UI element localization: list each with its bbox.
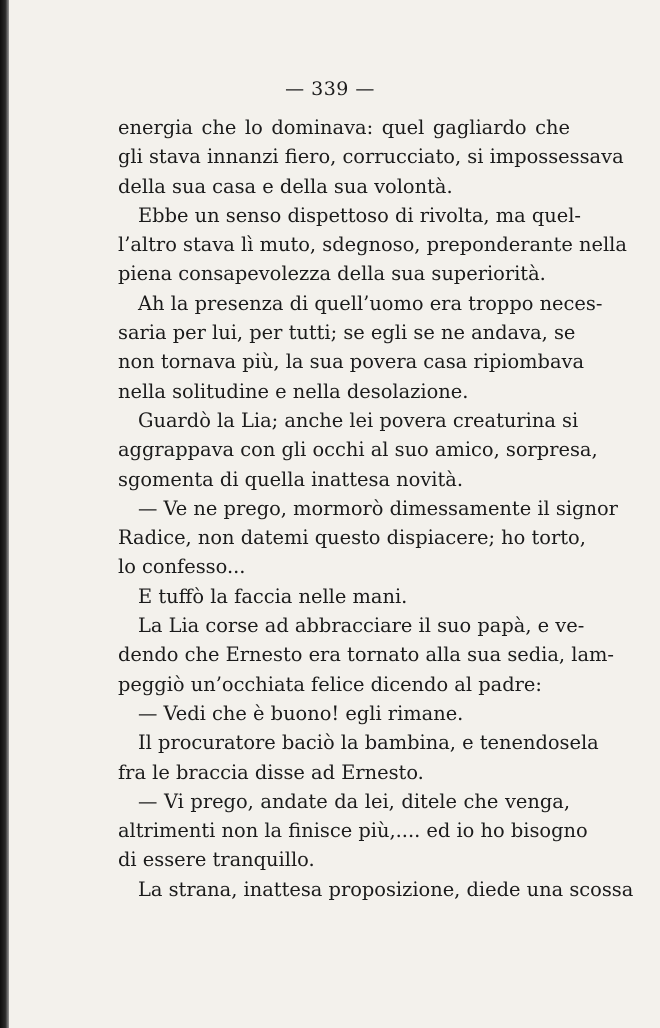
text-line: — Vedi che è buono! egli rimane. xyxy=(138,701,464,725)
text-line: La Lia corse ad abbracciare il suo papà, e ve- xyxy=(138,614,585,638)
text-line: — Ve ne prego, mormorò dimessamente il signor xyxy=(138,496,618,520)
text-line: peggiò un’occhiata felice dicendo al padre: xyxy=(118,672,542,696)
text-line: sgomenta di quella inattesa novità. xyxy=(118,467,464,491)
text-line: La strana, inattesa proposizione, diede una scossa xyxy=(138,877,634,901)
text-line: non tornava più, la sua povera casa ripiombava xyxy=(118,350,585,374)
page-number: — 339 — xyxy=(285,78,375,100)
text-line: di essere tranquillo. xyxy=(118,848,315,872)
text-line: gli stava innanzi fiero, corrucciato, si impossessava xyxy=(118,145,624,169)
text-line: — Vi prego, andate da lei, ditele che venga, xyxy=(138,789,570,813)
text-line: Guardò la Lia; anche lei povera creaturina si xyxy=(138,408,579,432)
text-line: Radice, non datemi questo dispiacere; ho torto, xyxy=(118,526,586,550)
text-line: della sua casa e della sua volontà. xyxy=(118,174,453,198)
text-line: energia che lo dominava: quel gagliardo che xyxy=(118,116,570,139)
text-line: altrimenti non la finisce più,.... ed io ho bisogno xyxy=(118,819,588,843)
text-line: E tuffò la faccia nelle mani. xyxy=(138,584,408,608)
text-line: l’altro stava lì muto, sdegnoso, preponderante nella xyxy=(118,233,627,257)
text-line: Ah la presenza di quell’uomo era troppo neces- xyxy=(138,291,603,315)
book-spine-edge xyxy=(0,0,9,1028)
text-line: aggrappava con gli occhi al suo amico, sorpresa, xyxy=(118,438,598,462)
text-line: piena consapevolezza della sua superiorità. xyxy=(118,262,546,286)
text-line: lo confesso... xyxy=(118,555,246,579)
text-line: fra le braccia disse ad Ernesto. xyxy=(118,760,424,784)
text-line: dendo che Ernesto era tornato alla sua sedia, lam- xyxy=(118,643,614,667)
text-line: nella solitudine e nella desolazione. xyxy=(118,379,469,403)
text-line: Il procuratore baciò la bambina, e tenendosela xyxy=(138,731,599,755)
text-line: Ebbe un senso dispettoso di rivolta, ma quel- xyxy=(138,203,581,227)
text-line: saria per lui, per tutti; se egli se ne andava, se xyxy=(118,321,576,345)
body-text xyxy=(118,113,634,904)
